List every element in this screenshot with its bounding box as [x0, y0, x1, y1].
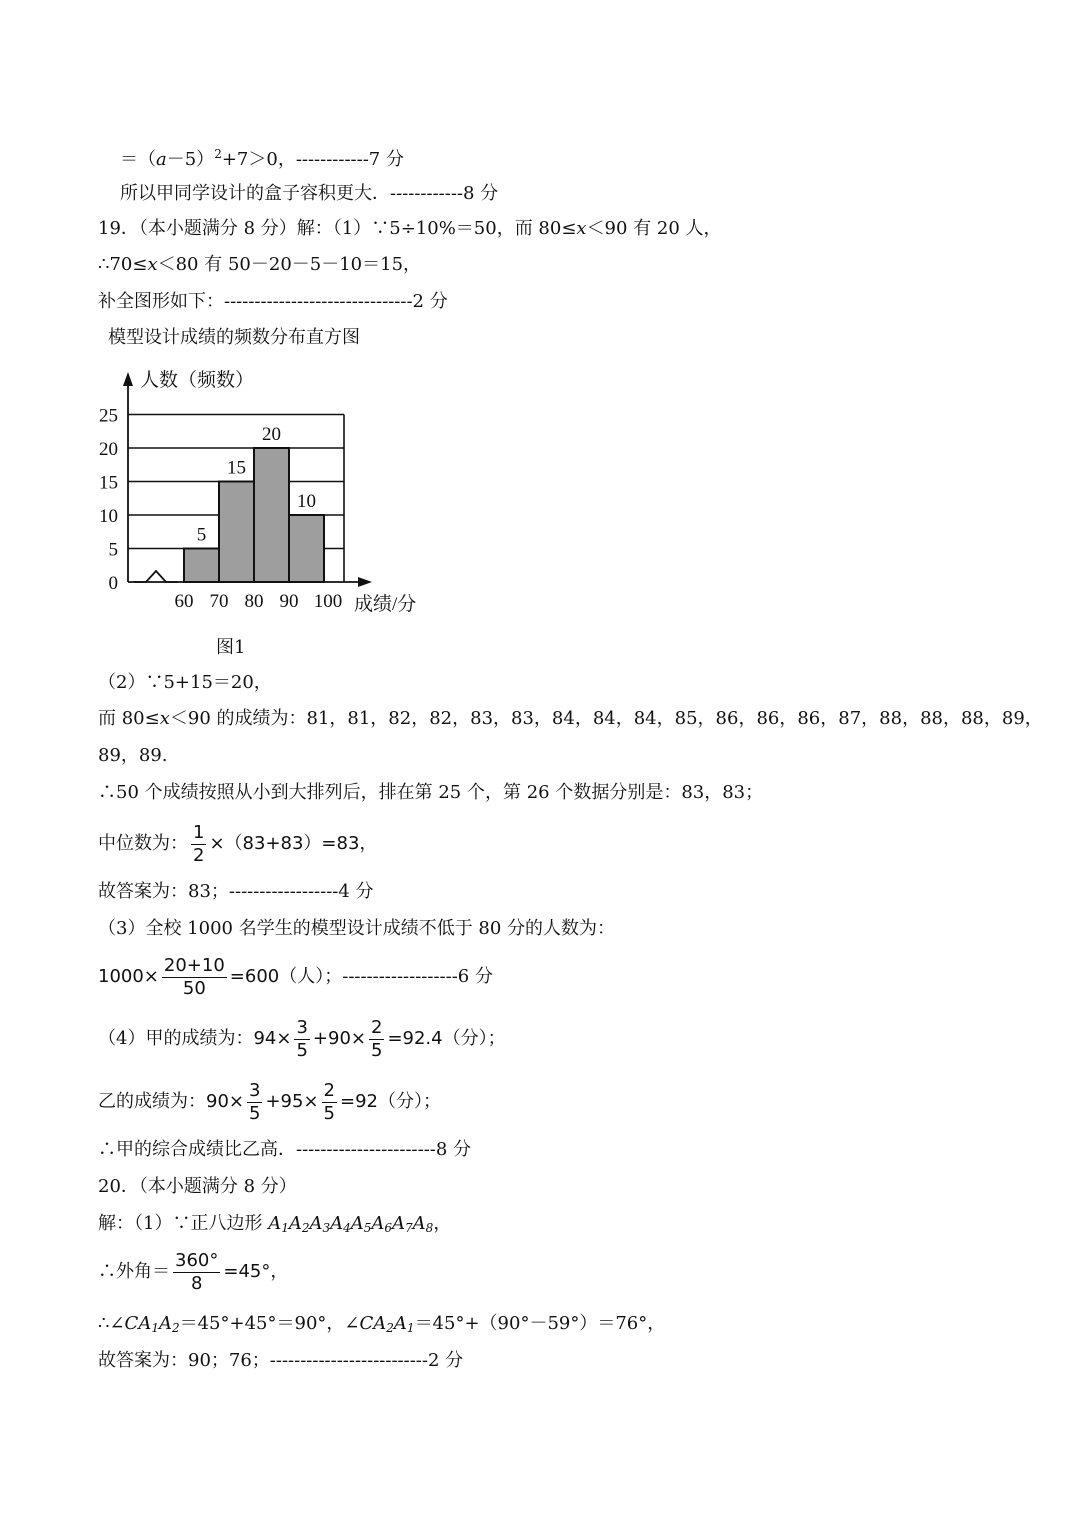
line-conclusion-8pts: 所以甲同学设计的盒子容积更大．------------8 分	[120, 183, 499, 204]
x-tick-label: 80	[244, 591, 264, 612]
figure-caption: 图1	[216, 637, 246, 658]
fraction-3-5: $\frac{3}{5}$	[296, 1016, 308, 1061]
x-tick-label: 60	[174, 591, 194, 612]
y-tick-label: 5	[108, 539, 118, 561]
fraction-360-8: $\frac{360^\circ}{8}$	[175, 1249, 219, 1294]
x-tick-label: 100	[313, 591, 343, 612]
histogram-chart	[90, 362, 450, 642]
line-formula-7pts: $=(a-5)^2+7>0$，------------7 分	[120, 147, 404, 170]
line-q19-header: 19．（本小题满分 8 分）解：（1）∵5÷10%＝50，而 80≤x＜90 有 20 人，	[98, 218, 722, 239]
histogram-bar	[219, 482, 254, 583]
chart-title: 模型设计成绩的频数分布直方图	[108, 327, 360, 348]
y-axis-arrow	[123, 372, 133, 386]
fraction-2-5: $\frac{2}{5}$	[370, 1016, 383, 1061]
y-tick-label: 25	[99, 405, 118, 427]
line-q19-scores: 而 80≤x＜90 的成绩为：81，81，82，82，83，83，84，84，84，85，86，86，86，87，88，88，88，89，	[98, 708, 1043, 729]
line-answer-4pts: 故答案为：83；------------------4 分	[98, 881, 374, 902]
line-q19-count: ∴70≤x＜80 有 50－20－5－10＝15，	[98, 254, 422, 275]
line-q19-part2: （2）∵5+15＝20，	[98, 672, 272, 693]
x-tick-label: 90	[279, 591, 299, 612]
line-answer-2pts: 故答案为：90；76；--------------------------2 分	[98, 1350, 464, 1371]
x-tick-label: 70	[209, 591, 229, 612]
y-tick-label: 0	[108, 573, 118, 594]
fraction-2-5: $\frac{2}{5}$	[323, 1079, 335, 1124]
angle-ca1a2: $CA_1A_2$	[124, 1313, 180, 1335]
line-q19-scores-cont: 89，89.	[98, 745, 168, 766]
axis-break-mark	[134, 571, 178, 582]
y-tick-label: 10	[99, 506, 118, 527]
x-axis-label: 成绩/分	[354, 594, 417, 615]
line-q19-sorted: ∴50 个成绩按照从小到大排列后，排在第 25 个，第 26 个数据分别是：83，83；	[98, 782, 764, 803]
fraction-30-50: $\frac{20+10}{50}$	[163, 954, 225, 999]
line-q20-header: 20．（本小题满分 8 分）	[98, 1176, 297, 1197]
y-tick-label: 15	[99, 472, 118, 494]
angle-ca2a1: $CA_2A_1$	[359, 1313, 415, 1335]
line-jia-score: （4）甲的成绩为：94× $\frac{3}{5}$ +90× $\frac{2}{5}$ =92.4（分）；	[98, 1016, 506, 1061]
bar-data-label: 20	[262, 424, 281, 445]
line-conclusion-q19: ∴甲的综合成绩比乙高．-----------------------8 分	[98, 1139, 472, 1160]
histogram-bar	[254, 448, 289, 582]
fraction-half: $\frac{1}{2}$	[193, 821, 205, 866]
y-tick-label: 20	[99, 439, 118, 460]
line-median: 中位数为： $\frac{1}{2}$ ×（83+83）=83，	[98, 821, 378, 866]
histogram-bar	[289, 515, 324, 582]
line-complete-figure: 补全图形如下：-------------------------------2 分	[98, 291, 448, 312]
line-exterior-angle: ∴外角＝ $\frac{360^\circ}{8}$ =45°，	[98, 1249, 289, 1294]
histogram-bar	[184, 549, 219, 583]
line-angles: $\therefore\angle CA_1A_2=45^\circ+45^\circ=90^\circ$，$\angle CA_2A_1=45^\circ+(90^\circ-59^\circ)=76^\circ$，	[98, 1313, 666, 1335]
line-q19-part3: （3）全校 1000 名学生的模型设计成绩不低于 80 分的人数为：	[98, 918, 616, 939]
fraction-3-5: $\frac{3}{5}$	[249, 1079, 261, 1124]
bar-data-label: 5	[196, 524, 207, 546]
octagon-name: $A_1A_2A_3A_4A_5A_6A_7A_8$	[268, 1213, 434, 1235]
y-axis-label: 人数（频数）	[140, 370, 255, 391]
bar-data-label: 15	[227, 457, 246, 479]
line-q19-part3-calc: 1000× $\frac{20+10}{50}$ =600（人）；-------------------6 分	[98, 954, 493, 999]
line-yi-score: 乙的成绩为：90× $\frac{3}{5}$ +95× $\frac{2}{5}$ =92（分）；	[98, 1079, 441, 1124]
bar-data-label: 10	[297, 491, 316, 512]
line-q20-octagon: 解：（1）∵正八边形 $A_1A_2A_3A_4A_5A_6A_7A_8$，	[98, 1213, 452, 1235]
x-axis-arrow	[358, 577, 372, 587]
